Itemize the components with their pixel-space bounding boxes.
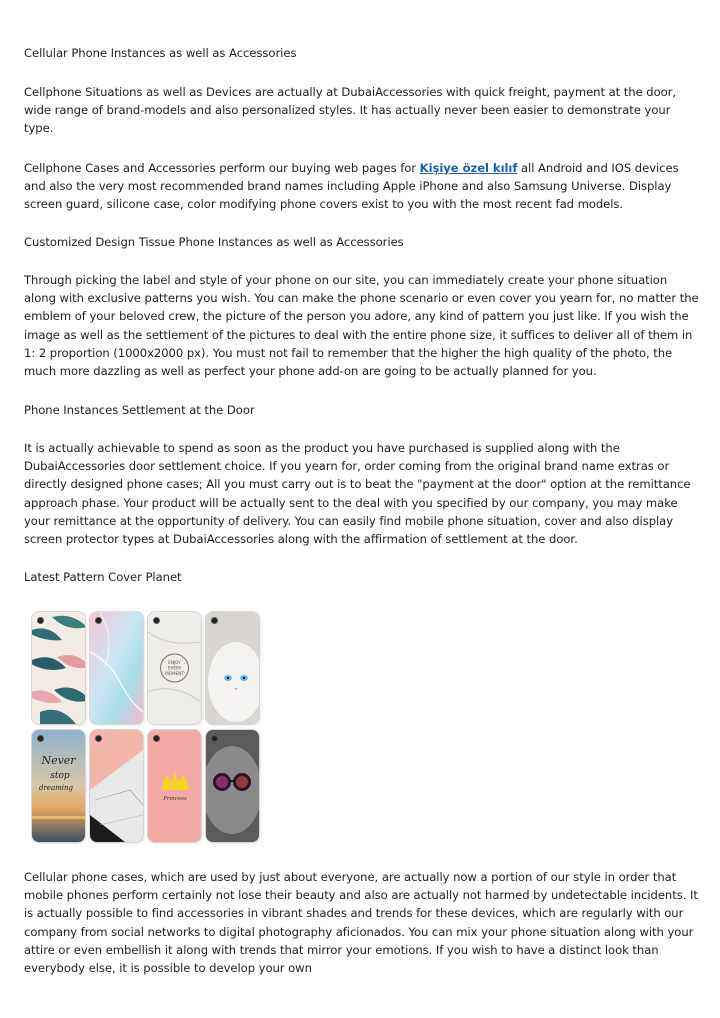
paragraph-cellular-phone-cases: Cellular phone cases, which are used by just about everyone, are actually now a portion of our style in order that mobile phones perform certainly not lose their beauty and also are actually not harmed by undetectable incidents. It is actually possible to find accessories in vibrant shades and trends for these devices, which are regularly with our company from social networks to digital photography aficionados. You can mix your phone situation along with your attire or even embellish it along with trends that mirror your emotions. If you wish to have a distinct look than everybody else, it is possible to develop your own — [24, 870, 698, 976]
camera-icon — [96, 618, 101, 623]
heading-latest-pattern: Latest Pattern Cover Planet — [24, 570, 182, 584]
case-cat-sunglasses — [206, 730, 259, 842]
paragraph-text-after-link: all Android and IOS devices and also the very most recommended brand names including Apple iPhone and also Samsung Universe. Display screen guard, silicone case, color modifying phone covers exist to you with the most recent fad models. — [24, 161, 679, 212]
case-leaf-pattern — [32, 612, 85, 724]
case-never-stop-dreaming — [32, 730, 85, 842]
case-text-line: Princess — [163, 796, 187, 802]
heading-payment-at-door: Phone Instances Settlement at the Door — [24, 403, 255, 417]
camera-icon — [154, 618, 159, 623]
camera-icon — [212, 618, 217, 623]
kisiye-ozel-kilif-link[interactable]: Kişiye özel kılıf — [419, 161, 518, 175]
case-text-line: dreaming — [38, 784, 74, 792]
heading-customized-design: Customized Design Tissue Phone Instances as well as Accessories — [24, 235, 404, 249]
case-text-line: ENJOY — [168, 660, 181, 665]
camera-icon — [38, 736, 43, 741]
case-pink-black-marble — [90, 730, 143, 842]
camera-icon — [96, 736, 101, 741]
case-pink-marble — [90, 612, 143, 724]
paragraph-payment-at-door: It is actually achievable to spend as soon as the product you have purchased is supplied along with the DubaiAccessories door settlement choice. If you yearn for, order coming from the original brand name extras or directly designed phone cases; All you must carry out is to beat the "payment at the door" option at the remittance approach phase. Your product will be actually sent to the deal with you specified by our company, you may make your remittance at the opportunity of delivery. You can easily find mobile phone situation, cover and also display screen protector types at DubaiAccessories along with the affirmation of settlement at the door. — [24, 441, 691, 547]
case-enjoy-every-moment — [148, 612, 201, 724]
case-text-line: EVERY — [167, 665, 182, 671]
camera-icon — [212, 736, 217, 741]
case-white-cat — [206, 612, 259, 724]
case-princess-crown — [148, 730, 201, 842]
case-text-line: Never — [41, 754, 76, 767]
phone-case-gallery — [24, 604, 264, 848]
paragraph-customized-design: Through picking the label and style of your phone on our site, you can immediately create your phone situation along with exclusive patterns you wish. You can make the phone scenario or even cover you yearn for, no matter the emblem of your beloved crew, the picture of the person you adore, any kind of pattern you just like. If you wish the image as well as the settlement of the pictures to deal with the entire phone size, it suffices to deliver all of them in 1: 2 proportion (1000x2000 px). You must not fail to remember that the higher the high quality of the photo, the much more dazzling as well as perfect your phone add-on are going to be actually planned for you. — [24, 273, 699, 379]
case-text-line: stop — [50, 771, 70, 781]
paragraph-cases-accessories — [24, 159, 700, 214]
paragraph-intro: Cellphone Situations as well as Devices are actually at DubaiAccessories with quick freight, payment at the door, wide range of brand-models and also personalized styles. It has actually never been easier to demonstrate your type. — [24, 85, 677, 136]
camera-icon — [154, 736, 159, 741]
camera-icon — [38, 618, 43, 623]
paragraph-text-before-link: Cellphone Cases and Accessories perform our buying web pages for — [24, 161, 420, 175]
case-text-line: MOMENT — [165, 671, 184, 676]
heading-cellular-phone-instances: Cellular Phone Instances as well as Accessories — [24, 46, 297, 60]
